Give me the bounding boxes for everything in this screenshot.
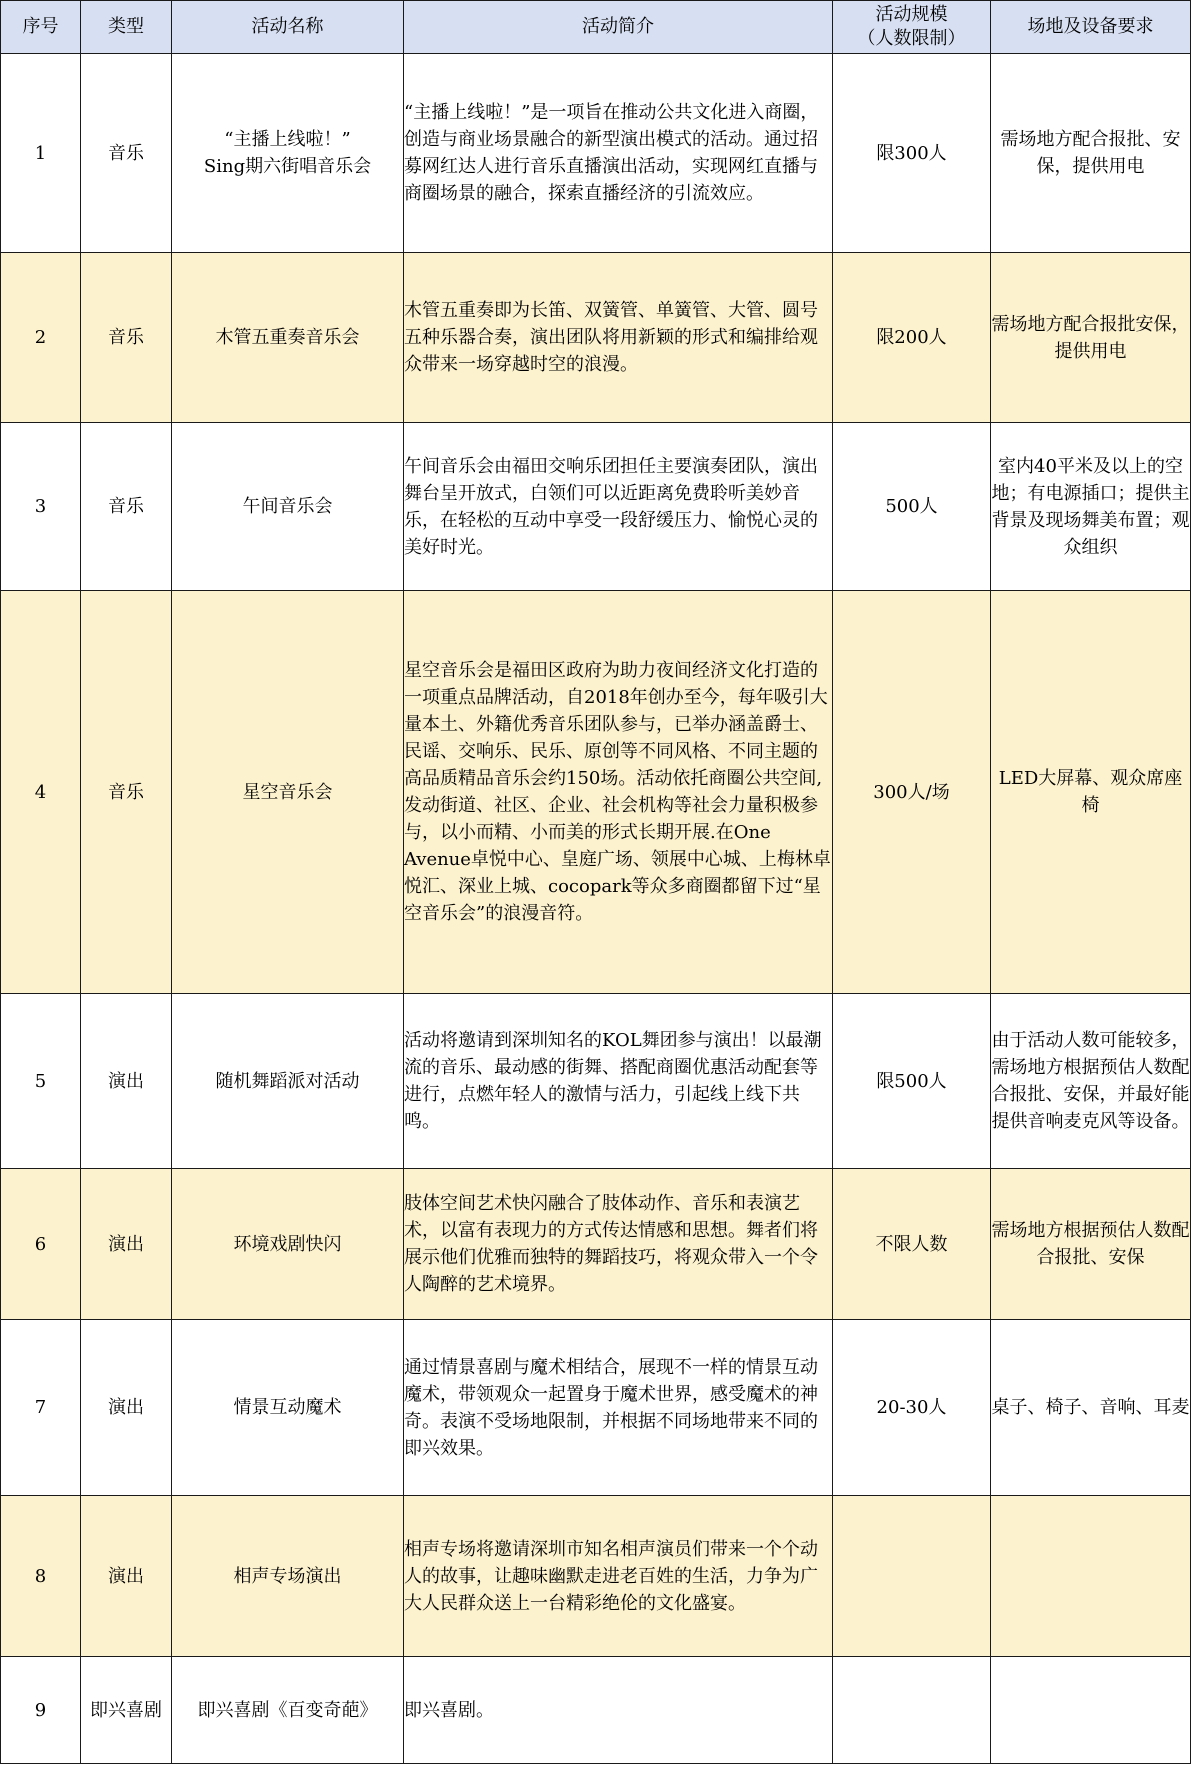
cell-name: 星空音乐会 bbox=[172, 591, 404, 994]
cell-name: 木管五重奏音乐会 bbox=[172, 253, 404, 423]
table-row bbox=[1, 591, 1191, 994]
header-scale: 活动规模 （人数限制） bbox=[833, 1, 991, 54]
header-name: 活动名称 bbox=[172, 1, 404, 54]
table-row bbox=[1, 54, 1191, 253]
cell-req: 由于活动人数可能较多，需场地方根据预估人数配合报批、安保，并最好能提供音响麦克风等设备。 bbox=[991, 994, 1191, 1169]
cell-desc: 肢体空间艺术快闪融合了肢体动作、音乐和表演艺术，以富有表现力的方式传达情感和思想。舞者们将展示他们优雅而独特的舞蹈技巧，将观众带入一个令人陶醉的艺术境界。 bbox=[404, 1169, 833, 1320]
cell-type: 演出 bbox=[81, 1169, 172, 1320]
cell-scale: 300人/场 bbox=[833, 591, 991, 994]
cell-type: 音乐 bbox=[81, 423, 172, 591]
cell-name: 午间音乐会 bbox=[172, 423, 404, 591]
cell-num: 8 bbox=[1, 1496, 81, 1657]
cell-scale: 20-30人 bbox=[833, 1320, 991, 1496]
cell-name: 相声专场演出 bbox=[172, 1496, 404, 1657]
header-type: 类型 bbox=[81, 1, 172, 54]
cell-name: “主播上线啦！” Sing期六街唱音乐会 bbox=[172, 54, 404, 253]
table-row bbox=[1, 253, 1191, 423]
cell-scale bbox=[833, 1657, 991, 1764]
header-desc: 活动简介 bbox=[404, 1, 833, 54]
cell-req bbox=[991, 1657, 1191, 1764]
cell-desc: “主播上线啦！”是一项旨在推动公共文化进入商圈，创造与商业场景融合的新型演出模式的活动。通过招募网红达人进行音乐直播演出活动，实现网红直播与商圈场景的融合，探索直播经济的引流效应。 bbox=[404, 54, 833, 253]
cell-num: 5 bbox=[1, 994, 81, 1169]
cell-num: 7 bbox=[1, 1320, 81, 1496]
cell-name: 情景互动魔术 bbox=[172, 1320, 404, 1496]
cell-req: 室内40平米及以上的空地；有电源插口；提供主背景及现场舞美布置；观众组织 bbox=[991, 423, 1191, 591]
table-row bbox=[1, 994, 1191, 1169]
table-row bbox=[1, 1169, 1191, 1320]
cell-type: 音乐 bbox=[81, 591, 172, 994]
cell-req bbox=[991, 1496, 1191, 1657]
cell-desc: 通过情景喜剧与魔术相结合，展现不一样的情景互动魔术，带领观众一起置身于魔术世界，感受魔术的神奇。表演不受场地限制，并根据不同场地带来不同的即兴效果。 bbox=[404, 1320, 833, 1496]
cell-scale: 500人 bbox=[833, 423, 991, 591]
cell-name: 即兴喜剧《百变奇葩》 bbox=[172, 1657, 404, 1764]
cell-req: 需场地方配合报批安保，提供用电 bbox=[991, 253, 1191, 423]
cell-type: 演出 bbox=[81, 994, 172, 1169]
cell-scale: 限300人 bbox=[833, 54, 991, 253]
header-num: 序号 bbox=[1, 1, 81, 54]
cell-num: 4 bbox=[1, 591, 81, 994]
cell-num: 1 bbox=[1, 54, 81, 253]
cell-scale: 限200人 bbox=[833, 253, 991, 423]
cell-name: 随机舞蹈派对活动 bbox=[172, 994, 404, 1169]
cell-scale: 不限人数 bbox=[833, 1169, 991, 1320]
table-row bbox=[1, 1496, 1191, 1657]
cell-desc: 木管五重奏即为长笛、双簧管、单簧管、大管、圆号五种乐器合奏，演出团队将用新颖的形式和编排给观众带来一场穿越时空的浪漫。 bbox=[404, 253, 833, 423]
cell-num: 6 bbox=[1, 1169, 81, 1320]
cell-type: 音乐 bbox=[81, 54, 172, 253]
cell-req: LED大屏幕、观众席座椅 bbox=[991, 591, 1191, 994]
cell-num: 2 bbox=[1, 253, 81, 423]
cell-desc: 即兴喜剧。 bbox=[404, 1657, 833, 1764]
cell-scale bbox=[833, 1496, 991, 1657]
cell-type: 演出 bbox=[81, 1496, 172, 1657]
cell-req: 桌子、椅子、音响、耳麦 bbox=[991, 1320, 1191, 1496]
cell-desc: 午间音乐会由福田交响乐团担任主要演奏团队，演出舞台呈开放式，白领们可以近距离免费聆听美妙音乐，在轻松的互动中享受一段舒缓压力、愉悦心灵的美好时光。 bbox=[404, 423, 833, 591]
cell-type: 音乐 bbox=[81, 253, 172, 423]
cell-desc: 活动将邀请到深圳知名的KOL舞团参与演出！以最潮流的音乐、最动感的街舞、搭配商圈优惠活动配套等进行，点燃年轻人的激情与活力，引起线上线下共鸣。 bbox=[404, 994, 833, 1169]
cell-desc: 星空音乐会是福田区政府为助力夜间经济文化打造的一项重点品牌活动，自2018年创办至今，每年吸引大量本土、外籍优秀音乐团队参与，已举办涵盖爵士、民谣、交响乐、民乐、原创等不同风格、不同主题的高品质精品音乐会约150场。活动依托商圈公共空间,发动街道、社区、企业、社会机构等社会力量积极参与，以小而精、小而美的形式长期开展.在One Avenue卓悦中心、皇庭广场、领展中心城、上梅林卓悦汇、深业上城、cocopark等众多商圈都留下过“星空音乐会”的浪漫音符。 bbox=[404, 591, 833, 994]
cell-num: 9 bbox=[1, 1657, 81, 1764]
table-row bbox=[1, 1657, 1191, 1764]
header-req: 场地及设备要求 bbox=[991, 1, 1191, 54]
cell-num: 3 bbox=[1, 423, 81, 591]
cell-name: 环境戏剧快闪 bbox=[172, 1169, 404, 1320]
table-body bbox=[1, 54, 1191, 1764]
cell-type: 即兴喜剧 bbox=[81, 1657, 172, 1764]
header-row bbox=[1, 1, 1191, 54]
cell-scale: 限500人 bbox=[833, 994, 991, 1169]
table-row bbox=[1, 1320, 1191, 1496]
cell-req: 需场地方根据预估人数配合报批、安保 bbox=[991, 1169, 1191, 1320]
cell-req: 需场地方配合报批、安保，提供用电 bbox=[991, 54, 1191, 253]
cell-type: 演出 bbox=[81, 1320, 172, 1496]
cell-desc: 相声专场将邀请深圳市知名相声演员们带来一个个动人的故事，让趣味幽默走进老百姓的生活，力争为广大人民群众送上一台精彩绝伦的文化盛宴。 bbox=[404, 1496, 833, 1657]
table-row bbox=[1, 423, 1191, 591]
